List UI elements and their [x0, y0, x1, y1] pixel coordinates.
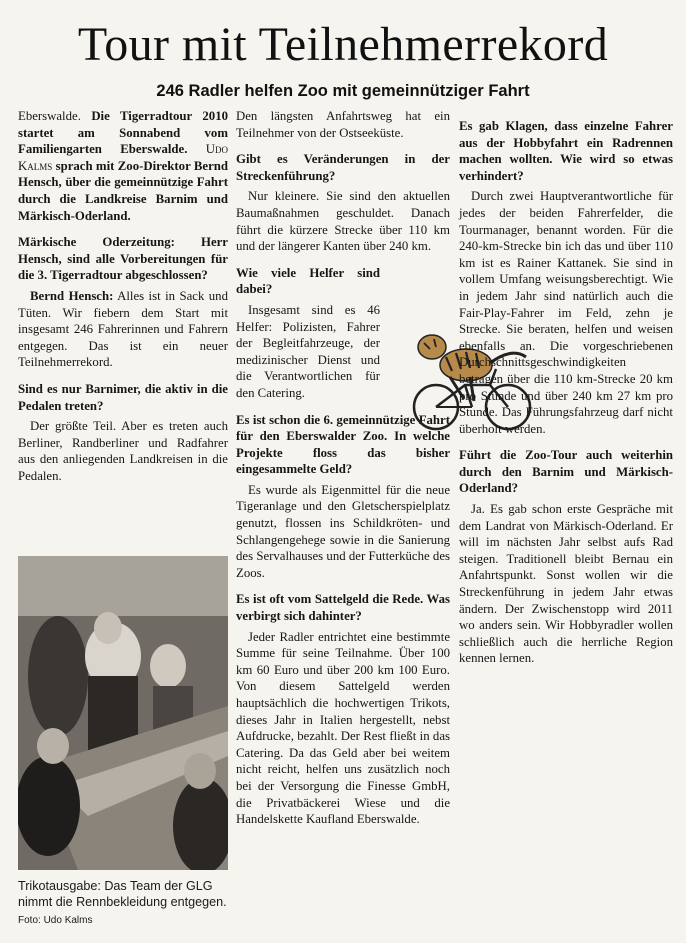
- column-1: [18, 108, 228, 491]
- answer-1: [18, 288, 228, 371]
- question-7: Es gab Klagen, dass einzelne Fahrer aus der Hobbyfahrt ein Radrennen machen wollten. Wie wird so etwas verhindert?: [459, 119, 673, 183]
- answer-5: Es wurde als Eigenmittel für die neue Tigeranlage und den Gletscherspielplatz genutzt, flossen ins Schildkröten- und Schlangengehege sowie in die Sanierung des Servalhauses und der Futterküche des Zoos.: [236, 482, 450, 580]
- answer-4: Insgesamt sind es 46 Helfer: Polizisten, Fahrer der Begleitfahrzeuge, der medizinischer Dienst und die Verantwortlichen für den Catering.: [236, 302, 380, 400]
- question-2: Sind es nur Barnimer, die aktiv in die Pedalen treten?: [18, 381, 228, 413]
- speaker-name: Bernd Hensch:: [30, 288, 114, 303]
- answer-7: Durch zwei Hauptverantwortliche für jedes der beiden Fahrerfelder, die Tourmanager, benannt worden. Für die 240-km-Strecke bin ich das und über 110 km ist es Rainer Kattanek. Sie sind in vollem Umfang weisungsberechtigt. Wie in jedem Jahr sind natürlich auch die Fair-Play-Fahrer im Feld, zehn je Strecke. Sie beraten, helfen und weisen ebenfalls an. Die vorgeschriebenen Durchschnittsgeschwindigkeiten betragen über die 110 km-Strecke 20 km pro Stunde und über 240 km 27 km pro Stunde. Das Führungsfahrzeug darf nicht überholt werden.: [459, 189, 673, 436]
- answer-3: Nur kleinere. Sie sind den aktuellen Baumaßnahmen geschuldet. Danach führt die kürzere Strecke über 110 km und der längerer Kanten über 240 km.: [236, 189, 450, 254]
- article-photo: [18, 556, 228, 870]
- answer-8: Ja. Es gab schon erste Gespräche mit dem Landrat von Märkisch-Oderland. Er will im nächsten Jahr selbst aufs Rad steigen. Traditionell bleibt Bernau ein Anfahrtspunkt. Sonst wollen wir die Streckenführung in jedem Jahr etwas ändern. Der Zwischenstopp wird 2011 wo anders sein. Wir Hobbyradler wollen schließlich auch die herrliche Region kennen lernen.: [459, 502, 673, 666]
- subheadline: 246 Radler helfen Zoo mit gemeinnütziger Fahrt: [156, 82, 530, 100]
- question-4: Wie viele Helfer sind dabei?: [236, 265, 380, 297]
- intro-paragraph: [18, 108, 228, 224]
- question-6: Es ist oft vom Sattelgeld die Rede. Was verbirgt sich dahinter?: [236, 592, 450, 624]
- answer-2: Der größte Teil. Aber es treten auch Berliner, Randberliner und Radfahrer aus den anliegenden Landkreisen in die Pedalen.: [18, 419, 228, 483]
- photo-caption: [18, 878, 228, 929]
- question-3: Gibt es Veränderungen in der Streckenführung?: [236, 152, 450, 183]
- question-8: Führt die Zoo-Tour auch weiterhin durch den Barnim und Märkisch-Oderland?: [459, 448, 673, 496]
- lead-text: Die Tigerradtour 2010 startet am Sonnabend vom Familiengarten Eberswalde.: [18, 109, 228, 157]
- answer-2-continued: Den längsten Anfahrtsweg hat ein Teilnehmer von der Ostseeküste.: [236, 109, 450, 140]
- headline: Tour mit Teilnehmerrekord: [77, 18, 609, 71]
- dateline: Eberswalde.: [18, 109, 81, 123]
- lead-text-2: sprach mit Zoo-Direktor Bernd Hensch, über die gemeinnützige Fahrt durch die Landkreise Barnim und Märkisch-Oderland.: [18, 158, 228, 223]
- column-2: [236, 108, 450, 835]
- caption-text: Trikotausgabe: Das Team der GLG nimmt die Rennbekleidung entgegen.: [18, 879, 227, 910]
- column-3: [459, 108, 673, 674]
- photo-credit: Foto: Udo Kalms: [18, 914, 93, 926]
- question-1: Märkische Oderzeitung: Herr Hensch, sind alle Vorbereitungen für die 3. Tigerradtour abgeschlossen?: [18, 235, 228, 283]
- answer-1-text: Alles ist in Sack und Tüten. Wir fiebern dem Start mit insgesamt 246 Fahrerinnen und Fahrern entgegen. Das ist ein neuer Teilnehmerrekord.: [18, 288, 228, 370]
- answer-6: Jeder Radler entrichtet eine bestimmte Summe für seine Teilnahme. Über 100 km 60 Euro und über 200 km 100 Euro. Von diesem Sattelgeld werden hauptsächlich die hochwertigen Trikots, dieses Jahr in Italien hergestellt, nebst Aufdrucke, bezahlt. Der Rest fließt in das Catering. Da das Geld aber bei weitem nicht reicht, helfen uns zusätzlich noch bei der Versorgung die Finesse GmbH, die Privatbäckerei Wiese und die Handelskette Kaufland Eberswalde.: [236, 629, 450, 827]
- question-5: Es ist schon die 6. gemeinnützige Fahrt für den Eberswalder Zoo. In welche Projekte floss das bisher eingesammelte Geld?: [236, 412, 450, 477]
- author-name: Udo Kalms: [18, 142, 228, 173]
